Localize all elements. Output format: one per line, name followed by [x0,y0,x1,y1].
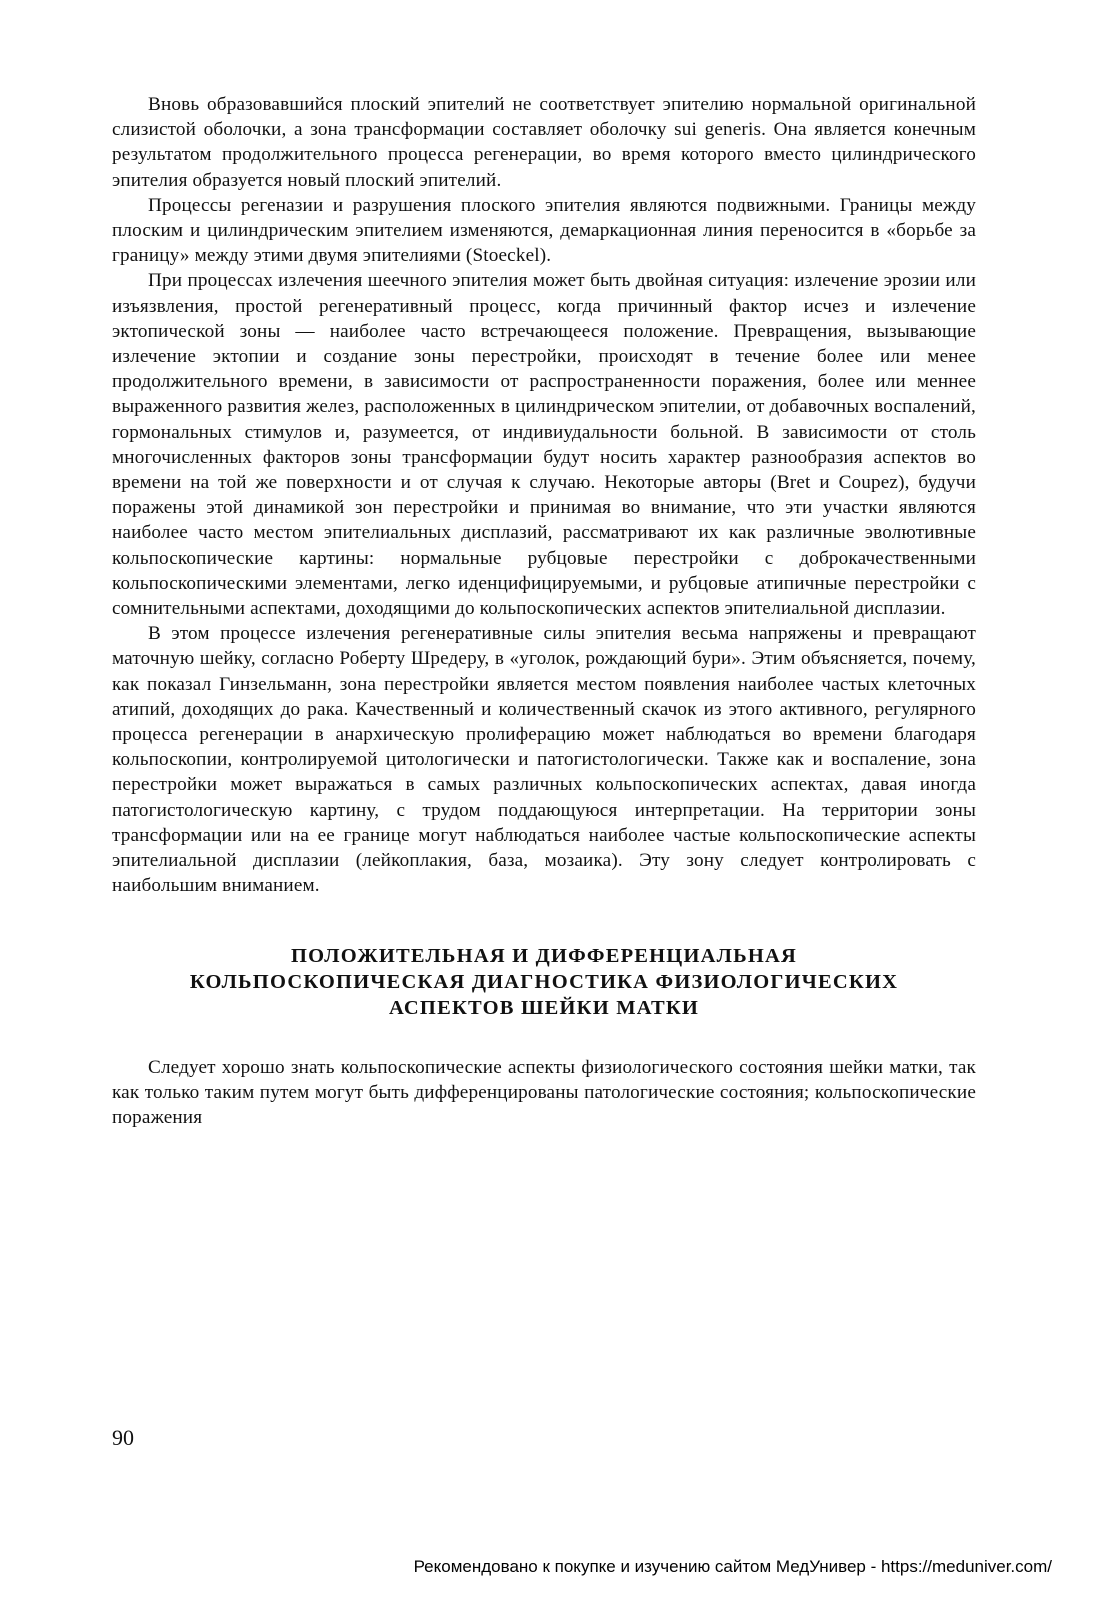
footer-recommendation-note: Рекомендовано к покупке и изучению сайтом МедУнивер - https://meduniver.com/ [413,1557,1052,1576]
paragraph-5: Следует хорошо знать кольпоскопические аспекты физиологического состояния шейки матки, так как только таким путем могут быть дифференцированы патологические состояния; кольпоскопические поражения [112,1056,976,1128]
paragraph-1: Вновь образовавшийся плоский эпителий не соответствует эпителию нормальной оригинальной слизистой оболочки, а зона трансформации составляет оболочку sui generis. Она является конечным результатом продолжительного процесса регенерации, во время которого вместо цилиндрического эпителия образуется новый плоский эпителий. [112,94,976,191]
section-heading-line-1: ПОЛОЖИТЕЛЬНАЯ И ДИФФЕРЕНЦИАЛЬНАЯ [290,944,797,967]
paragraph-2: Процессы регеназии и разрушения плоского эпителия являются подвижными. Границы между плоским и цилиндрическим эпителием изменяются, демаркационная линия переносится в «борьбе за границу» между этими двумя эпителиями (Stoeckel). [112,194,976,267]
paragraph-3: При процессах излечения шеечного эпителия может быть двойная ситуация: излечение эрозии или изъязвления, простой регенеративный процесс, когда причинный фактор исчез и излечение эктопической зоны — наиболее часто встречающееся положение. Превращения, вызывающие излечение эктопии и создание зоны перестройки, происходят в течение более или менее продолжительного времени, в зависимости от распространенности поражения, более или меннее выраженного развития желез, расположенных в цилиндрическом эпителии, от добавочных воспалений, гормональных стимулов и, разумеется, от индивиудальности больной. В зависимости от столь многочисленных факторов зоны трансформации будут носить характер разнообразия аспектов во времени на той же поверхности и от случая к случаю. Некоторые авторы (Bret и Coupez), будучи поражены этой динамикой зон перестройки и принимая во внимание, что эти участки являются наиболее часто местом эпителиальных дисплазий, рассматривают их как различные эволютивные кольпоскопические картины: нормальные рубцовые перестройки с доброкачественными кольпоскопическими элементами, легко иденцифицируемыми, и рубцовые атипичные перестройки с сомнительными аспектами, доходящими до кольпоскопических аспектов эпителиальной дисплазии. [112,270,976,620]
section-heading-line-3: АСПЕКТОВ ШЕЙКИ МАТКИ [388,996,700,1019]
section-heading-line-2: КОЛЬПОСКОПИЧЕСКАЯ ДИАГНОСТИКА ФИЗИОЛОГИЧЕСКИХ [189,970,899,993]
section-heading [112,943,976,1021]
paragraph-4: В этом процессе излечения регенеративные силы эпителия весьма напряжены и превращают маточную шейку, согласно Роберту Шредеру, в «уголок, рождающий бури». Этим объясняется, почему, как показал Гинзельманн, зона перестройки является местом появления наиболее частых клеточных атипий, доходящих до рака. Качественный и количественный скачок из этого активного, регулярного процесса регенерации в анархическую пролиферацию может наблюдаться во времени благодаря кольпоскопии, контролируемой цитологически и патогистологически. Также как и воспаление, зона перестройки может выражаться в самых различных кольпоскопических аспектах, давая иногда патогистологическую картину, с трудом поддающуюся интерпретации. На территории зоны трансформации или на ее границе могут наблюдаться наиболее частые кольпоскопические аспекты эпителиальной дисплазии (лейкоплакия, база, мозаика). Эту зону следует контролировать с наибольшим вниманием. [112,623,976,897]
page-number: 90 [112,1425,134,1450]
page-body [112,92,976,1130]
